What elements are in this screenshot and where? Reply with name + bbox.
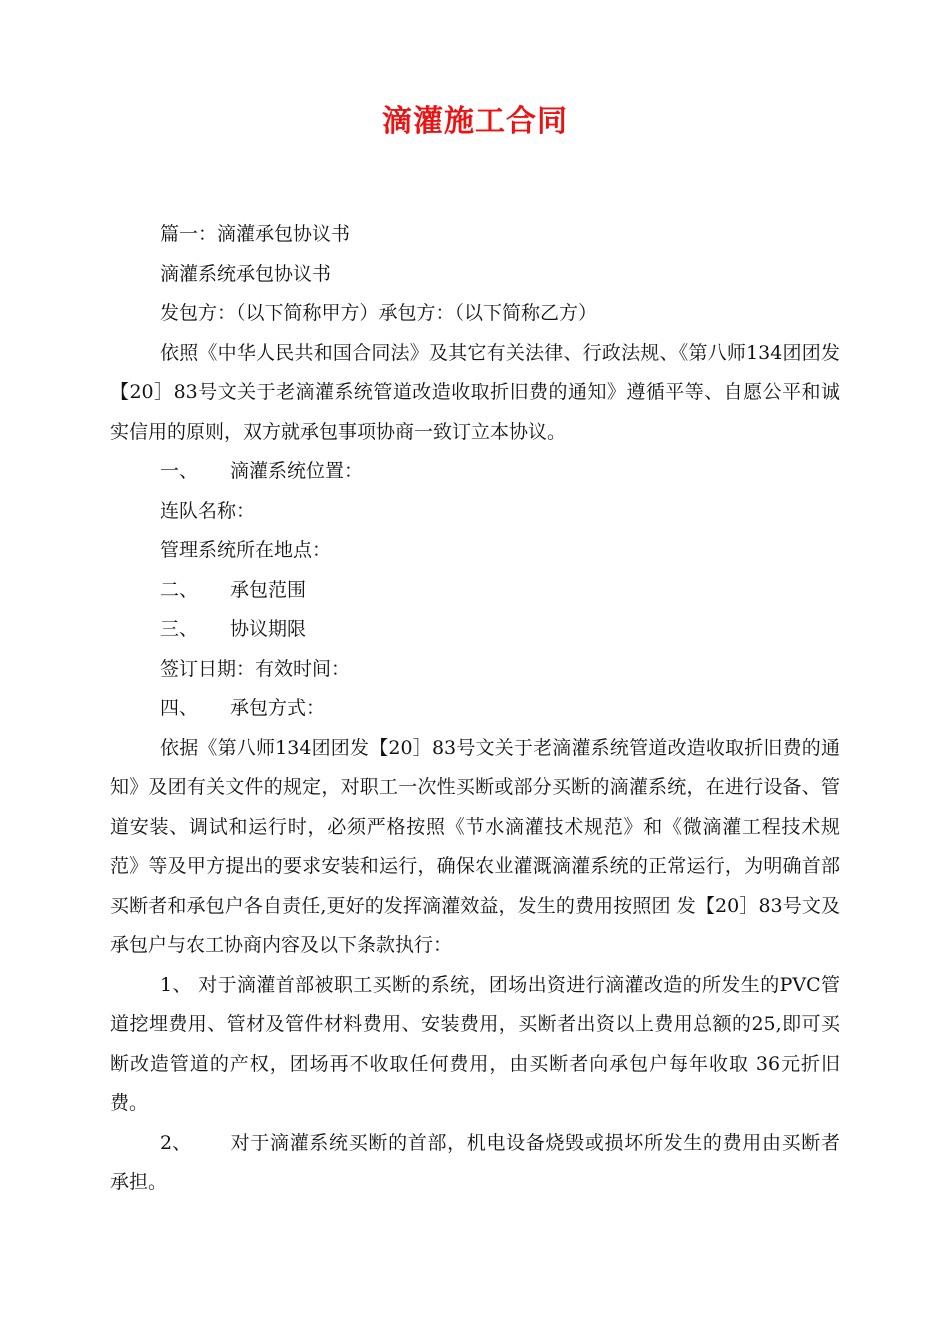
section-text: 滴灌系统位置：	[230, 460, 364, 482]
clause-text: 对于滴灌系统买断的首部，机电设备烧毁或损坏所发生的费用由买断者 承担。	[110, 1131, 840, 1193]
paragraph-location: 管理系统所在地点：	[160, 539, 332, 561]
document-body	[110, 215, 840, 1203]
section-text: 协议期限	[230, 618, 307, 640]
section-number: 一、	[160, 460, 199, 482]
paragraph-clause-1: 1、 对于滴灌首部被职工买断的系统，团场出资进行滴灌改造的所发生的PVC管道挖埋费用、管材及管件材料费用、安装费用，买断者出资以上费用总额的25,即可买断改造管道的产权，团场再不收取任何费用，由买断者向承包户每年收取 36元折旧费。	[110, 973, 840, 1114]
section-number: 四、	[160, 697, 199, 719]
paragraph-subtitle-2: 滴灌系统承包协议书	[160, 262, 332, 285]
paragraph-subtitle-1: 篇一：滴灌承包协议书	[160, 223, 351, 245]
paragraph-team-name: 连队名称：	[160, 499, 256, 522]
section-number: 三、	[160, 618, 199, 640]
document-title: 滴灌施工合同	[382, 104, 568, 139]
clause-number: 2、	[160, 1131, 192, 1154]
paragraph-dates: 签订日期：有效时间：	[160, 657, 351, 680]
paragraph-contract-method: 依据《第八师134团团发【20］83号文关于老滴灌系统管道改造收取折旧费的通知》及团有关文件的规定，对职工一次性买断或部分买断的滴灌系统，在进行设备、管道安装、调试和运行时，必须严格按照《节水滴灌技术规范》和《微滴灌工程技术规范》等及甲方提出的要求安装和运行，确保农业灌溉滴灌系统的正常运行，为明确首部买断者和承包户各自责任,更好的发挥滴灌效益，发生的费用按照团 发【20］83号文及承包户与农工协商内容及以下条款执行：	[110, 736, 840, 956]
paragraph-parties: 发包方：（以下简称甲方）承包方：（以下简称乙方）	[160, 302, 598, 324]
section-text: 承包范围	[230, 578, 307, 601]
section-heading-3	[110, 610, 840, 650]
section-text: 承包方式：	[230, 697, 326, 719]
paragraph-preamble: 依照《中华人民共和国合同法》及其它有关法律、行政法规、《第八师134团团发【20］83号文关于老滴灌系统管道改造收取折旧费的通知》遵循平等、自愿公平和诚实信用的原则，双方就承包事项协商一致订立本协议。	[110, 341, 840, 443]
section-number: 二、	[160, 578, 199, 601]
section-heading-2	[110, 571, 840, 611]
paragraph-clause-2	[110, 1124, 840, 1203]
section-heading-4	[110, 689, 840, 729]
section-heading-1	[110, 452, 840, 492]
